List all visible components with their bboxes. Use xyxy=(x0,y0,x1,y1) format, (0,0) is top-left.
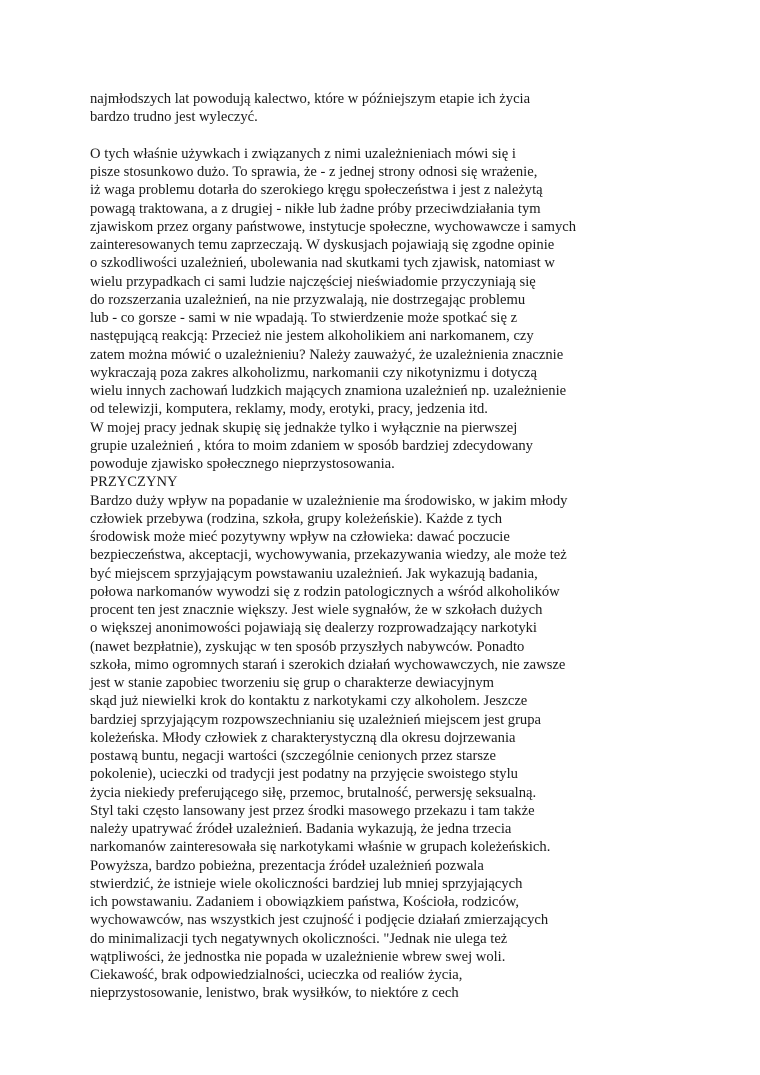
text-line: wychowawców, nas wszystkich jest czujność i podjęcie działań zmierzających xyxy=(90,912,549,929)
text-line: postawą buntu, negacji wartości (szczególnie cenionych przez starsze xyxy=(90,748,497,764)
text-line: zjawiskom przez organy państwowe, instytucje społeczne, wychowawcze i samych xyxy=(90,218,577,235)
text-line: lub - co gorsze - sami w nie wpadają. To stwierdzenie może spotkać się z xyxy=(90,310,518,326)
text-line: być miejscem sprzyjającym powstawaniu uzależnień. Jak wykazują badania, xyxy=(90,565,538,582)
text-line: człowiek przebywa (rodzina, szkoła, grupy koleżeńskie). Każde z tych xyxy=(90,510,503,527)
text-line: pokolenie), ucieczki od tradycji jest podatny na przyjęcie swoistego stylu xyxy=(90,766,518,783)
text-line: jest w stanie zapobiec tworzeniu się grup o charakterze dewiacyjnym xyxy=(90,675,495,691)
text-line: środowisk może mieć pozytywny wpływ na człowieka: dawać poczucie xyxy=(90,529,510,545)
text-line: stwierdzić, że istnieje wiele okoliczności bardziej lub mniej sprzyjających xyxy=(90,875,523,892)
text-line: koleżeńska. Młody człowiek z charakterystyczną dla okresu dojrzewania xyxy=(90,729,516,746)
text-line: następującą reakcją: Przecież nie jestem alkoholikiem ani narkomanem, czy xyxy=(90,328,534,345)
text-line: ich powstawaniu. Zadaniem i obowiązkiem państwa, Kościoła, rodziców, xyxy=(90,894,520,910)
text-line: O tych właśnie używkach i związanych z nimi uzależnieniach mówi się i xyxy=(90,145,516,162)
text-line: wątpliwości, że jednostka nie popada w uzależnienie wbrew swej woli. xyxy=(90,948,506,965)
text-line: połowa narkomanów wywodzi się z rodzin patologicznych a wśród alkoholików xyxy=(90,583,560,600)
text-line: skąd już niewielki krok do kontaktu z narkotykami czy alkoholem. Jeszcze xyxy=(90,693,528,710)
text-line: do rozszerzania uzależnień, na nie przyzwalają, nie dostrzegając problemu xyxy=(90,291,526,308)
text-line: PRZYCZYNY xyxy=(90,474,178,491)
text-line: Styl taki często lansowany jest przez środki masowego przekazu i tam także xyxy=(90,802,535,819)
text-line: nieprzystosowanie, lenistwo, brak wysiłków, to niektóre z cech xyxy=(90,985,459,1002)
text-line: życia niekiedy preferującego siłę, przemoc, brutalność, perwersję seksualną. xyxy=(90,784,537,801)
text-line: wielu przypadkach ci sami ludzie najczęściej nieświadomie przyczyniają się xyxy=(90,273,536,290)
text-line: bardziej sprzyjającym rozpowszechnianiu się uzależnień miejscem jest grupa xyxy=(90,711,542,728)
text-line: Powyższa, bardzo pobieżna, prezentacja źródeł uzależnień pozwala xyxy=(90,857,484,874)
text-line: bardzo trudno jest wyleczyć. xyxy=(90,109,258,126)
text-line: Ciekawość, brak odpowiedzialności, ucieczka od realiów życia, xyxy=(90,967,463,983)
text-line: powagą traktowana, a z drugiej - nikłe lub żadne próby przeciwdziałania tym xyxy=(90,200,541,217)
text-line: o większej anonimowości pojawiają się dealerzy rozprowadzający narkotyki xyxy=(90,620,537,637)
text-line: grupie uzależnień , która to moim zdaniem w sposób bardziej zdecydowany xyxy=(90,437,533,454)
text-line: powoduje zjawisko społecznego nieprzystosowania. xyxy=(90,456,395,472)
text-line: zainteresowanych temu zaprzeczają. W dyskusjach pojawiają się zgodne opinie xyxy=(90,237,555,253)
text-line: procent ten jest znacznie większy. Jest wiele sygnałów, że w szkołach dużych xyxy=(90,602,543,618)
text-line: szkoła, mimo ogromnych starań i szerokich działań wychowawczych, nie zawsze xyxy=(90,656,566,673)
text-line: W mojej pracy jednak skupię się jednakże tylko i wyłącznie na pierwszej xyxy=(90,419,518,436)
text-line: wielu innych zachowań ludzkich mających znamiona uzależnień np. uzależnienie xyxy=(90,383,567,399)
text-line: do minimalizacji tych negatywnych okoliczności. "Jednak nie ulega też xyxy=(90,930,508,947)
text-line: bezpieczeństwa, akceptacji, wychowywania, przekazywania wiedzy, ale może też xyxy=(90,547,567,564)
text-line: od telewizji, komputera, reklamy, mody, erotyki, pracy, jedzenia itd. xyxy=(90,401,488,418)
document-page xyxy=(90,90,630,1003)
text-line: wykraczają poza zakres alkoholizmu, narkomanii czy nikotynizmu i dotyczą xyxy=(90,364,537,381)
text-line: iż waga problemu dotarła do szerokiego kręgu społeczeństwa i jest z należytą xyxy=(90,182,543,199)
text-line: (nawet bezpłatnie), zyskując w ten sposób przyszłych nabywców. Ponadto xyxy=(90,638,525,655)
text-line: najmłodszych lat powodują kalectwo, które w późniejszym etapie ich życia xyxy=(90,91,531,107)
text-line: zatem można mówić o uzależnieniu? Należy zauważyć, że uzależnienia znacznie xyxy=(90,346,564,363)
text-line: Bardzo duży wpływ na popadanie w uzależnienie ma środowisko, w jakim młody xyxy=(90,492,568,509)
paragraph-gap xyxy=(90,127,630,145)
text-line: o szkodliwości uzależnień, ubolewania nad skutkami tych zjawisk, natomiast w xyxy=(90,255,555,272)
text-line: narkomanów zainteresowała się narkotykami właśnie w grupach koleżeńskich. xyxy=(90,839,551,856)
text-line: należy upatrywać źródeł uzależnień. Badania wykazują, że jedna trzecia xyxy=(90,821,512,837)
text-line: pisze stosunkowo dużo. To sprawia, że - z jednej strony odnosi się wrażenie, xyxy=(90,164,538,180)
